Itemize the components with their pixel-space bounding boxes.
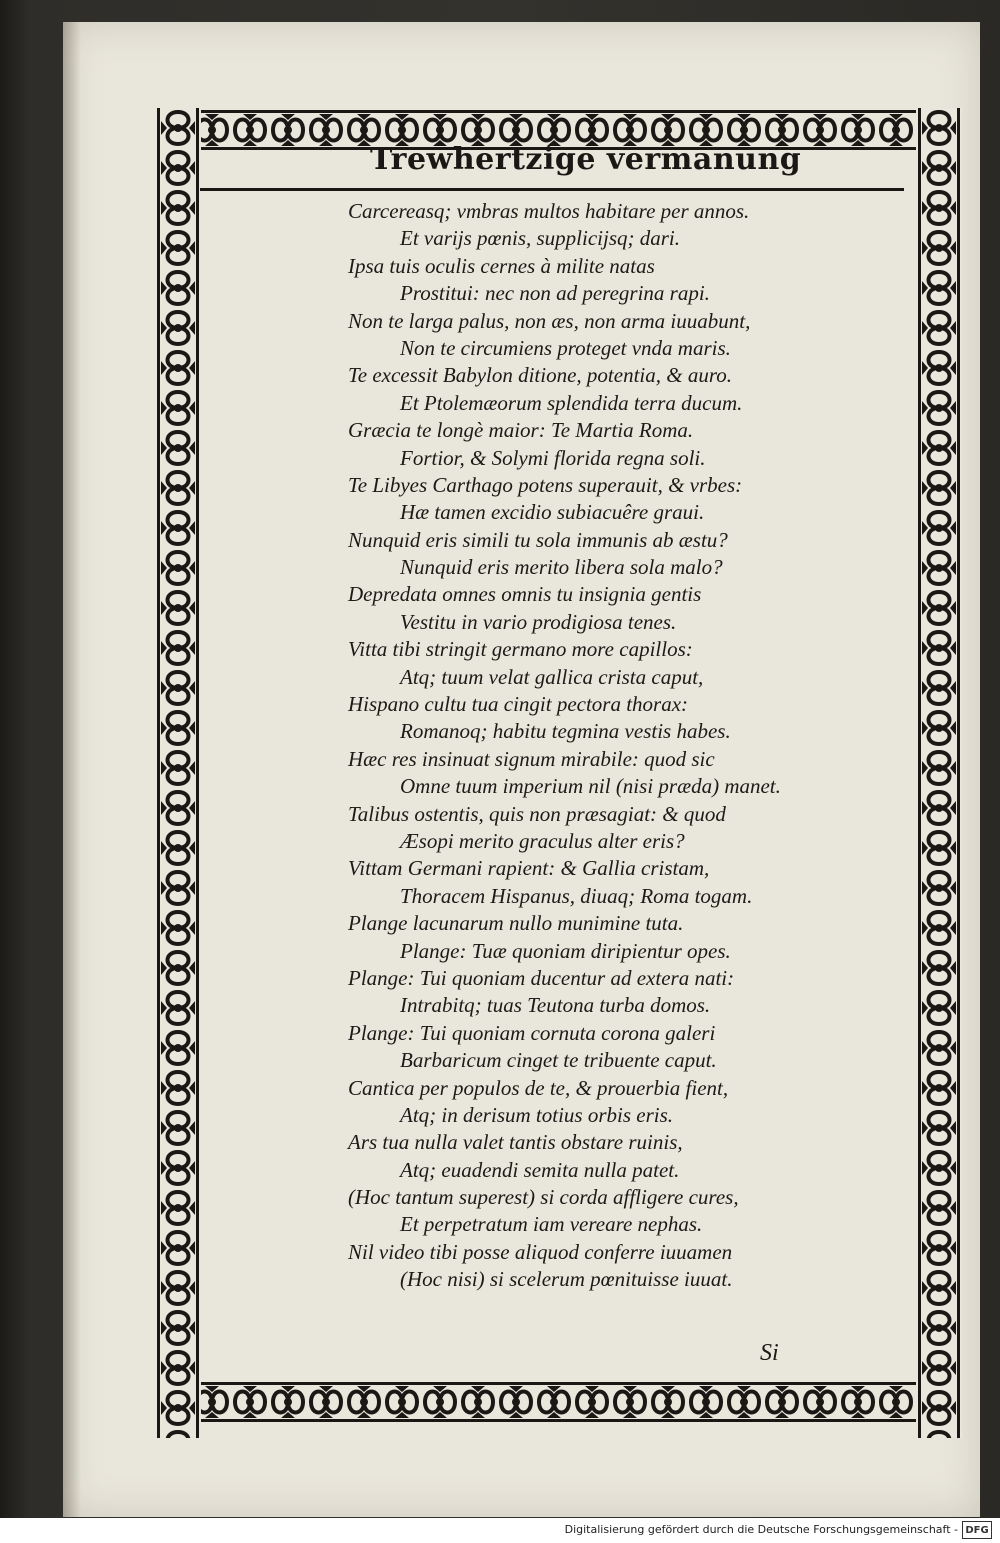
poem-line: Vitta tibi stringit germano more capillos:	[348, 637, 693, 662]
poem-line: Intrabitq; tuas Teutona turba domos.	[400, 993, 711, 1018]
poem-line: Hæc res insinuat signum mirabile: quod sic	[348, 746, 715, 771]
poem-line: Talibus ostentis, quis non præsagiat: & quod	[348, 801, 726, 826]
poem-line: Et Ptolemæorum splendida terra ducum.	[400, 390, 743, 415]
poem-line: Atq; tuum velat gallica crista caput,	[400, 664, 704, 689]
poem-line: Plange: Tuæ quoniam diripientur opes.	[400, 938, 731, 963]
poem-line: Barbaricum cinget te tribuente caput.	[400, 1048, 717, 1073]
poem-line: Omne tuum imperium nil (nisi præda) manet.	[400, 774, 781, 799]
poem-line: Non te circumiens proteget vnda maris.	[400, 335, 731, 360]
poem-line: Plange lacunarum nullo munimine tuta.	[348, 911, 684, 936]
poem-line: Plange: Tui quoniam ducentur ad extera nati:	[348, 965, 735, 990]
poem-line: Te Libyes Carthago potens superauit, & vrbes:	[348, 472, 743, 497]
ornamental-border-bottom	[155, 1380, 962, 1424]
catchword: Si	[760, 1340, 779, 1366]
poem-line: Non te larga palus, non æs, non arma iuuabunt,	[348, 308, 751, 333]
poem-line: Hispano cultu tua cingit pectora thorax:	[348, 692, 689, 717]
ornamental-border-right	[916, 108, 962, 1438]
poem-line: Fortior, & Solymi florida regna soli.	[400, 445, 706, 470]
page-gutter-shadow	[63, 22, 81, 1517]
poem-line: Atq; euadendi semita nulla patet.	[400, 1157, 680, 1182]
poem-line: Te excessit Babylon ditione, potentia, & auro.	[348, 363, 732, 388]
poem-line: Plange: Tui quoniam cornuta corona galeri	[348, 1020, 716, 1045]
poem-line: Thoracem Hispanus, diuaq; Roma togam.	[400, 883, 753, 908]
poem-line: Romanoq; habitu tegmina vestis habes.	[400, 719, 731, 744]
ornamental-border-left	[155, 108, 201, 1438]
poem-line: Prostitui: nec non ad peregrina rapi.	[400, 281, 710, 306]
poem-line: Vittam Germani rapient: & Gallia cristam,	[348, 856, 710, 881]
poem-line: (Hoc nisi) si scelerum pœnituisse iuuat.	[400, 1267, 733, 1292]
poem-line: Et varijs pœnis, supplicijsq; dari.	[400, 226, 681, 251]
poem-line: Et perpetratum iam vereare nephas.	[400, 1212, 703, 1237]
poem-line: Ipsa tuis oculis cernes à milite natas	[348, 253, 655, 278]
poem-line: Carcereasq; vmbras multos habitare per annos.	[348, 199, 750, 223]
header-rule	[200, 188, 904, 191]
poem-line: Depredata omnes omnis tu insignia gentis	[348, 582, 702, 607]
poem-line: Nunquid eris simili tu sola immunis ab æstu?	[348, 527, 728, 552]
poem-line: Vestitu in vario prodigiosa tenes.	[400, 609, 677, 634]
poem-line: Ars tua nulla valet tantis obstare ruinis,	[348, 1130, 683, 1155]
poem-line: Nunquid eris merito libera sola malo?	[400, 555, 723, 580]
footer-credit: Digitalisierung gefördert durch die Deutsche Forschungsgemeinschaft -	[564, 1523, 958, 1536]
poem-text	[348, 198, 908, 1294]
poem-line: Cantica per populos de te, & prouerbia fient,	[348, 1075, 729, 1100]
running-title: Trewhertzige vermanung	[370, 142, 802, 177]
poem-line: Hæ tamen excidio subiacuêre graui.	[400, 500, 705, 525]
poem-line: Græcia te longè maior: Te Martia Roma.	[348, 418, 694, 443]
poem-line: (Hoc tantum superest) si corda affligere cures,	[348, 1185, 739, 1210]
poem-line: Atq; in derisum totius orbis eris.	[400, 1102, 674, 1127]
poem-line: Nil video tibi posse aliquod conferre iuuamen	[348, 1239, 733, 1264]
dfg-logo: DFG	[962, 1521, 992, 1539]
poem-line: Æsopi merito graculus alter eris?	[400, 828, 685, 853]
